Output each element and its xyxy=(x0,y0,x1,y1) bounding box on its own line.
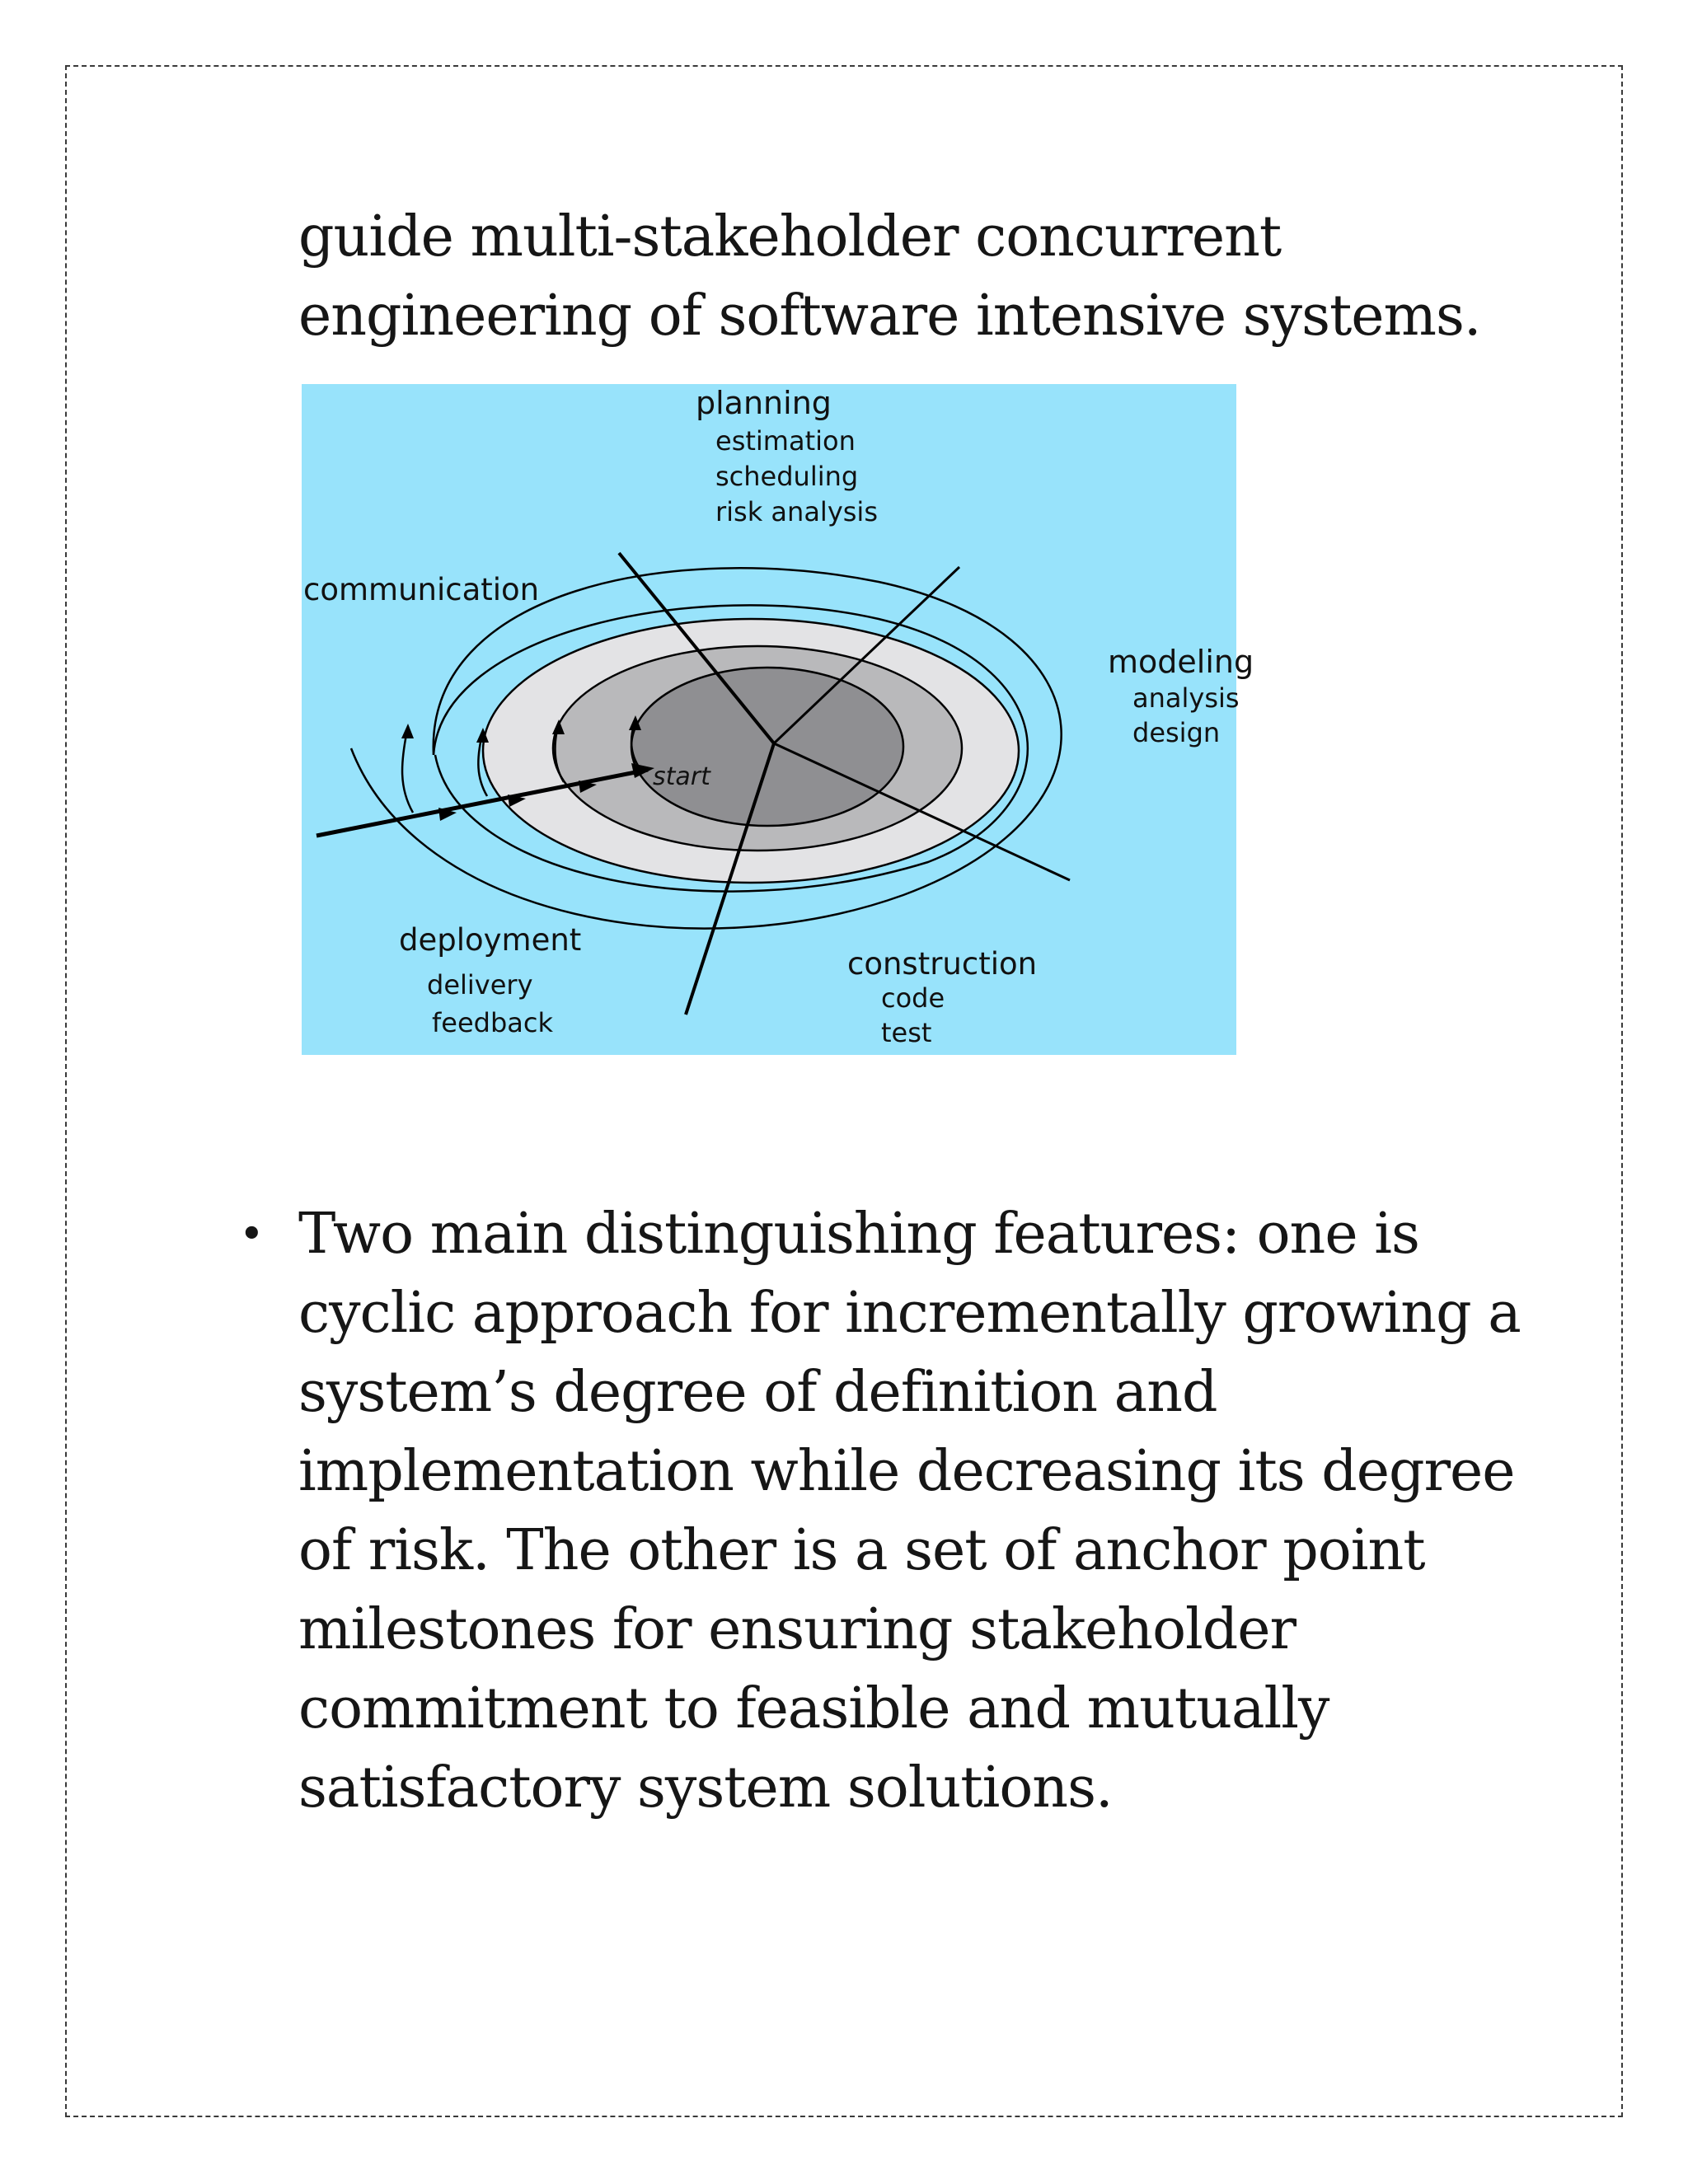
bullet-line: implementation while decreasing its degree xyxy=(298,1439,1515,1504)
bullet-paragraph xyxy=(298,1195,1584,1828)
bullet-line: commitment to feasible and mutually xyxy=(298,1676,1329,1741)
intro-paragraph xyxy=(298,198,1535,356)
bullet-line: system’s degree of definition and xyxy=(298,1360,1217,1425)
bullet-line: Two main distinguishing features: one is xyxy=(298,1202,1419,1267)
modeling-item: design xyxy=(1132,717,1221,748)
planning-item: scheduling xyxy=(715,461,859,492)
intro-line: guide multi-stakeholder concurrent xyxy=(298,204,1282,269)
deployment-title: deployment xyxy=(399,922,582,958)
modeling-item: analysis xyxy=(1132,682,1240,714)
iteration-arrow-1 xyxy=(402,730,413,813)
communication-title: communication xyxy=(303,572,540,607)
construction-item: code xyxy=(881,982,945,1014)
bullet-line: of risk. The other is a set of anchor point xyxy=(298,1518,1425,1583)
iteration-arrowhead-1 xyxy=(401,724,414,738)
spiral-diagram-svg xyxy=(302,384,1254,1055)
bullet-line: cyclic approach for incrementally growing a xyxy=(298,1281,1521,1346)
spiral-ring-core xyxy=(631,668,903,826)
planning-title: planning xyxy=(696,385,832,421)
bullet-marker: • xyxy=(239,1210,265,1259)
intro-line: engineering of software intensive systems. xyxy=(298,284,1481,349)
spiral-model-diagram xyxy=(302,384,1254,1055)
bullet-line: satisfactory system solutions. xyxy=(298,1755,1113,1821)
planning-item: estimation xyxy=(715,425,856,457)
deployment-item: feedback xyxy=(432,1007,553,1038)
bullet-line: milestones for ensuring stakeholder xyxy=(298,1597,1296,1662)
planning-item: risk analysis xyxy=(715,496,878,527)
deployment-item: delivery xyxy=(427,969,533,1001)
modeling-title: modeling xyxy=(1108,644,1254,680)
construction-item: test xyxy=(881,1017,932,1048)
start-label: start xyxy=(653,762,710,791)
construction-title: construction xyxy=(847,946,1038,982)
